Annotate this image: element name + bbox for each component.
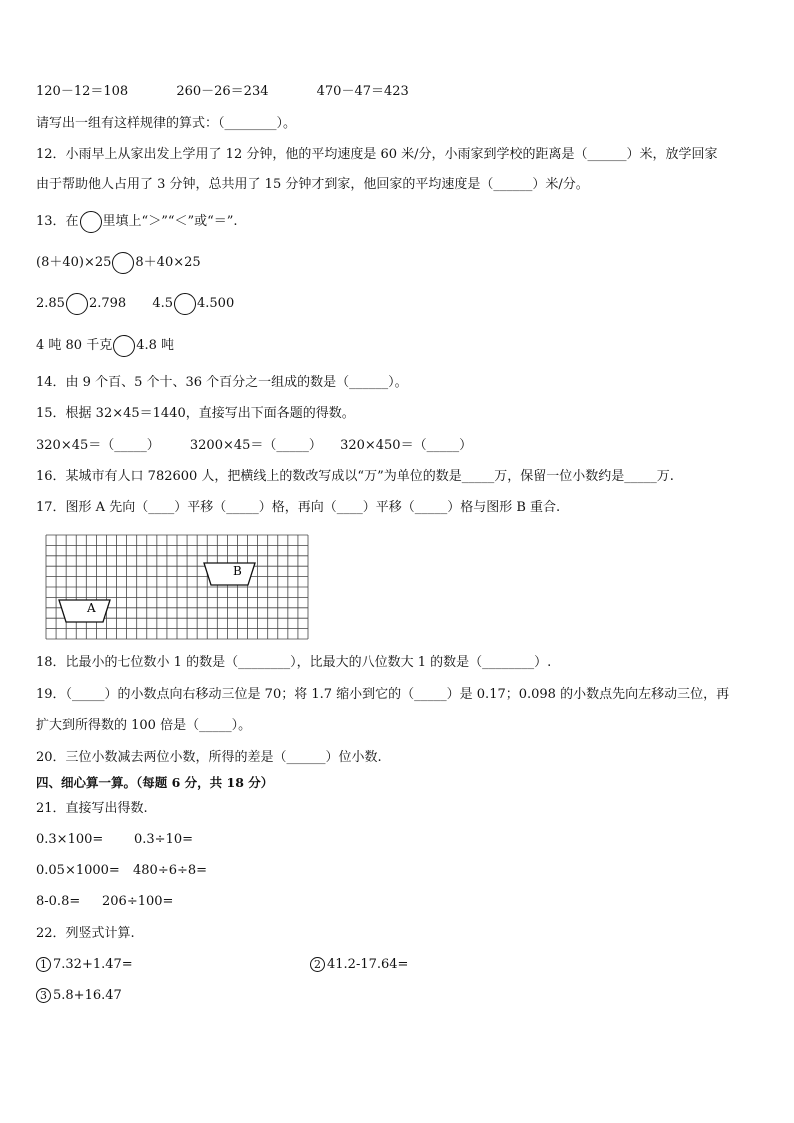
q21-row1 (36, 832, 193, 848)
translation-grid (44, 534, 310, 640)
q22-expr2: 41.2-17.64= (327, 957, 409, 972)
q13-row2b-right: 4.500 (197, 296, 235, 311)
q13-before: 13．在 (36, 214, 79, 229)
q11-eq1: 120－12＝108 (36, 84, 129, 99)
compare-circle[interactable] (174, 293, 196, 315)
q12-line1: 12．小雨早上从家出发上学用了 12 分钟，他的平均速度是 60 米/分，小雨家到学校的距离是（______）米，放学回家 (36, 147, 718, 162)
q21-item: 0.05×1000= (36, 863, 120, 878)
q21-item: 0.3×100= (36, 832, 104, 847)
q11-prompt: 请写出一组有这样规律的算式：（________）。 (36, 116, 297, 131)
circled-number: 2 (310, 957, 325, 972)
q15-answers (36, 438, 472, 454)
answer-circle[interactable] (80, 211, 102, 233)
q22-row1 (36, 957, 408, 973)
q13-row1-left: (8＋40)×25 (36, 255, 112, 270)
q13-row1 (36, 251, 201, 275)
q22-expr1: 7.32+1.47= (53, 957, 133, 972)
q19-line1: 19．（_____）的小数点向右移动三位是 70；将 1.7 缩小到它的（_____）是 0.17；0.098 的小数点先向左移动三位，再 (36, 687, 730, 702)
q13-row2b-left: 4.5 (152, 296, 173, 311)
q12-line2: 由于帮助他人占用了 3 分钟，总共用了 15 分钟才到家，他回家的平均速度是（______）米/分。 (36, 177, 589, 192)
shape-a (59, 600, 110, 622)
q22-expr3: 5.8+16.47 (53, 988, 122, 1003)
q16: 16．某城市有人口 782600 人，把横线上的数改写成以“万”为单位的数是_____万，保留一位小数约是_____万. (36, 469, 674, 484)
q22-title: 22．列竖式计算. (36, 926, 135, 941)
q13-row3-left: 4 吨 80 千克 (36, 338, 113, 353)
circled-number: 3 (36, 988, 51, 1003)
compare-circle[interactable] (113, 335, 135, 357)
q21-item: 480÷6÷8= (133, 863, 208, 878)
shape-b (204, 563, 255, 585)
q15-text: 15．根据 32×45＝1440，直接写出下面各题的得数。 (36, 406, 355, 421)
q21-row2 (36, 863, 207, 879)
q13-row3-right: 4.8 吨 (136, 338, 175, 353)
q15-c: 320×450＝（_____） (340, 438, 473, 453)
q18: 18．比最小的七位数小 1 的数是（________），比最大的八位数大 1 的数是（________）. (36, 655, 552, 670)
shape-a-label: A (87, 601, 96, 615)
q15-a: 320×45＝（_____） (36, 438, 160, 453)
q21-row3 (36, 894, 173, 910)
q13-row2a-left: 2.85 (36, 296, 65, 311)
q17-text: 17．图形 A 先向（____）平移（_____）格，再向（____）平移（_____）格与图形 B 重合. (36, 500, 561, 515)
section-heading: 四、细心算一算。（每题 6 分，共 18 分） (36, 775, 274, 790)
q20: 20．三位小数减去两位小数，所得的差是（______）位小数. (36, 750, 382, 765)
q13-row2a-right: 2.798 (88, 296, 127, 311)
q21-item: 206÷100= (102, 894, 174, 909)
q11-equations (36, 84, 409, 100)
q13-row2 (36, 292, 234, 316)
q21-item: 8-0.8= (36, 894, 81, 909)
q13-row3 (36, 334, 174, 358)
q13-instruction (36, 210, 238, 234)
grid-lines (46, 535, 308, 639)
q22-row2 (36, 988, 122, 1004)
q13-after: 里填上“＞”“＜”或“＝”. (102, 214, 238, 229)
shape-b-label: B (233, 564, 242, 578)
q14: 14．由 9 个百、5 个十、36 个百分之一组成的数是（______）。 (36, 375, 408, 390)
compare-circle[interactable] (112, 252, 134, 274)
q11-eq3: 470－47＝423 (316, 84, 409, 99)
q13-row1-right: 8＋40×25 (135, 255, 201, 270)
circled-number: 1 (36, 957, 51, 972)
q15-b: 3200×45＝（_____） (189, 438, 322, 453)
q21-item: 0.3÷10= (134, 832, 194, 847)
q11-eq2: 260－26＝234 (176, 84, 269, 99)
q21-title: 21．直接写出得数. (36, 801, 148, 816)
compare-circle[interactable] (66, 293, 88, 315)
q19-line2: 扩大到所得数的 100 倍是（_____）。 (36, 718, 252, 733)
